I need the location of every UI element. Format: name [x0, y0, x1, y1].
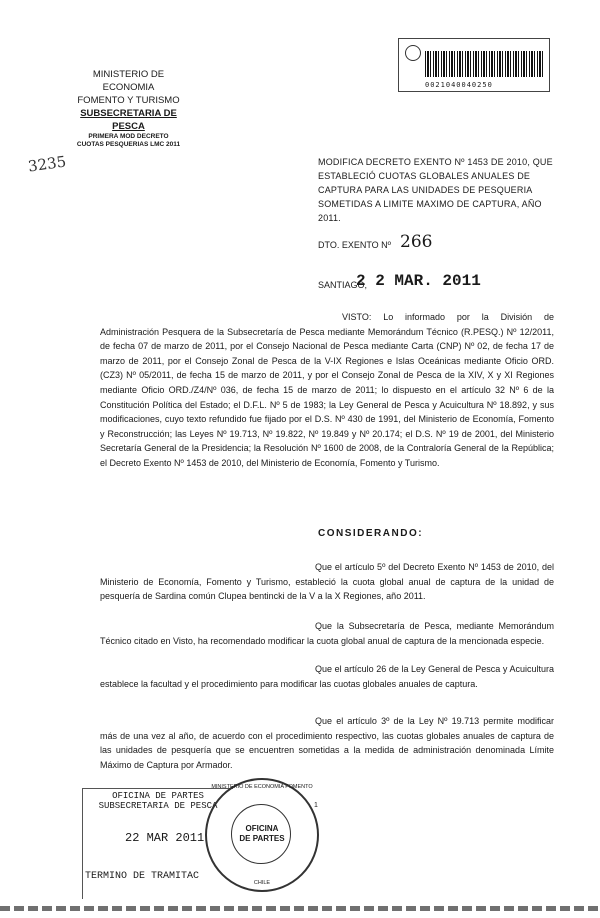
barcode-sticker — [398, 38, 550, 92]
seal-center-line1: OFICINA — [245, 824, 279, 833]
seal-center — [207, 824, 317, 844]
seal-icon — [405, 45, 421, 61]
visto-paragraph: VISTO: Lo informado por la División de Administración Pesquera de la Subsecretaría de Pesca mediante Memorándum Técnico (R.PESQ.) Nº 12/2011, de fecha 07 de marzo de 2011, por el Consejo Nacional de Pesca mediante Carta (CNP) Nº 02, de fecha 17 de marzo de 2011, por el Consejo Zonal de Pesca de la V-IX Regiones e Islas Oceánicas mediante Oficio ORD. (CZ3) Nº 05/2011, de fecha 15 de marzo de 2011, y por el Consejo Zonal de Pesca de la XIV, X y XI Regiones mediante Oficio ORD./Z4/Nº 036, de fecha 15 de marzo de 2011; lo dispuesto en el artículo 32 Nº 6 de la Constitución Política del Estado; el D.F.L. Nº 5 de 1983; la Ley General de Pesca y Acuicultura Nº 18.892, y sus modificaciones, cuyo texto refundido fue fijado por el D.S. Nº 430 de 1991, del Ministerio de Economía, Fomento y Reconstrucción; las Leyes Nº 19.713, Nº 19.822, Nº 19.849 y Nº 20.174; el D.S. Nº 19 de 2001, del Ministerio Secretaría General de la Presidencia; la Resolución Nº 1600 de 2008, de la Contraloría General de la República; el Decreto Exento Nº 1453 de 2010, del Ministerio de Economía, Fomento y Turismo. — [100, 312, 554, 468]
barcode-bars — [425, 51, 543, 77]
seal-center-line2: DE PARTES — [239, 834, 285, 843]
handwritten-number: 3235 — [26, 152, 68, 176]
page-mark: 1 — [314, 802, 318, 809]
barcode-number: 0021040040250 — [425, 81, 493, 89]
decree-title: MODIFICA DECRETO EXENTO Nº 1453 DE 2010, QUE ESTABLECIÓ CUOTAS GLOBALES ANUALES DE CAPTURA PARA LAS UNIDADES DE PESQUERIA SOMETIDAS A LIMITE MAXIMO DE CAPTURA, AÑO 2011. — [318, 157, 553, 223]
considerando-paragraph: Que la Subsecretaría de Pesca, mediante Memorándum Técnico citado en Visto, ha recomendado modificar la cuota global anual de captura de la mencionada especie. — [100, 621, 554, 646]
stamp-line1: OFICINA DE PARTES — [112, 791, 204, 801]
stamp-term: TERMINO DE TRAMITAC — [85, 871, 200, 882]
considerando-paragraph: Que el artículo 5º del Decreto Exento Nº 1453 de 2010, del Ministerio de Economía, Fomento y Turismo, estableció la cuota global anual de captura de la unidad de pesquería de Sardina común Clupea bentincki de la V a la X Regiones, año 2011. — [100, 562, 554, 602]
decree-number: 266 — [400, 232, 433, 252]
considerando-paragraph: Que el artículo 26 de la Ley General de Pesca y Acuicultura establece la facultad y el procedimiento para modificar las cuotas globales anuales de captura. — [100, 664, 554, 689]
stamp-date: 22 MAR 2011 — [125, 831, 205, 845]
official-seal — [205, 778, 319, 892]
seal-ring-top: MINISTERIO DE ECONOMIA FOMENTO — [211, 784, 313, 790]
seal-ring-bottom: CHILE — [253, 880, 271, 886]
ministry-header — [66, 68, 191, 149]
subsecretaria-title: SUBSECRETARIA DE PESCA — [80, 108, 177, 132]
scan-edge — [0, 906, 600, 911]
header-small-line1: PRIMERA MOD DECRETO — [88, 133, 169, 140]
decree-label: DTO. EXENTO Nº — [318, 240, 391, 250]
header-small-line2: CUOTAS PESQUERIAS LMC 2011 — [76, 141, 181, 148]
stamp-line2: SUBSECRETARIA DE PESCA — [98, 801, 218, 811]
decree-date: 2 2 MAR. 2011 — [356, 272, 481, 290]
ministry-line1: MINISTERIO DE ECONOMIA — [92, 69, 165, 93]
considerando-heading: CONSIDERANDO: — [318, 528, 424, 539]
place-label: SANTIAGO, — [318, 280, 368, 290]
ministry-line2: FOMENTO Y TURISMO — [77, 95, 180, 106]
considerando-paragraph: Que el artículo 3º de la Ley Nº 19.713 permite modificar más de una vez al año, de acuerdo con el procedimiento respectivo, las cuotas globales anuales de captura de las unidades de pesquería que se encuentren sometidas a la medida de administración denominada Límite Máximo de Captura por Armador. — [100, 716, 554, 770]
